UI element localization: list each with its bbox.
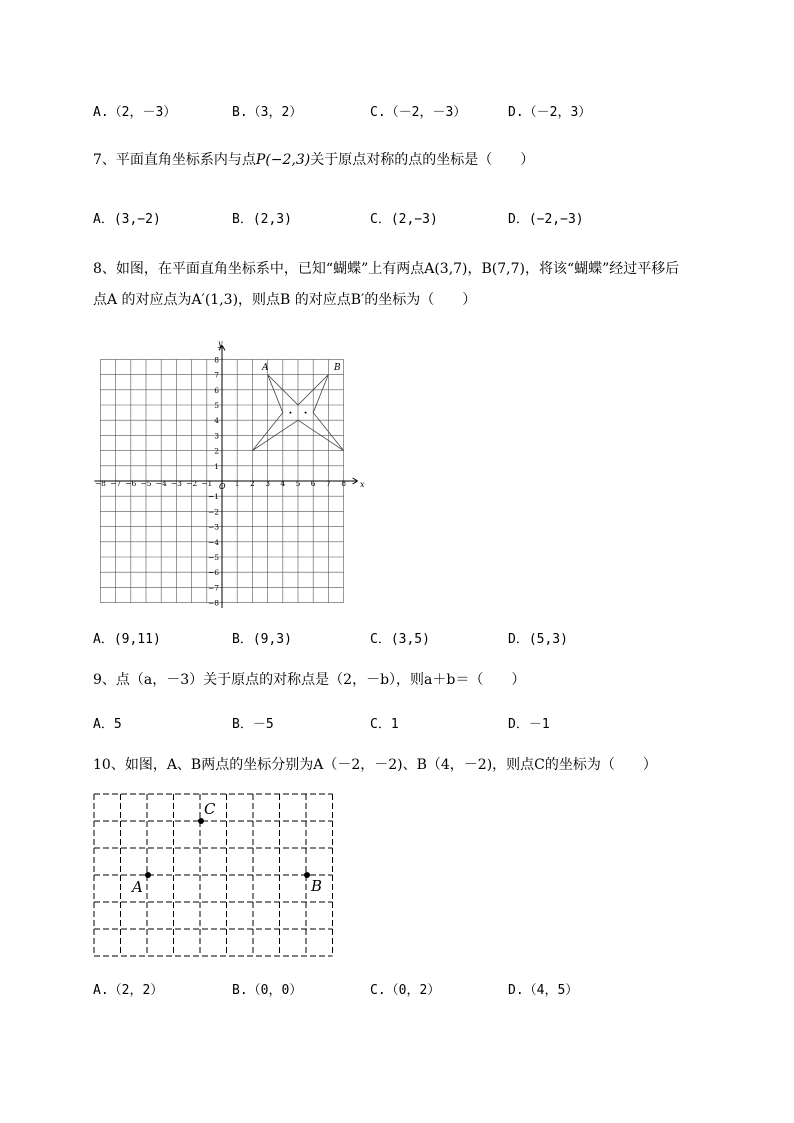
q6-option-d: D.（－2，3） — [508, 105, 592, 120]
y-tick-label: −4 — [207, 537, 219, 547]
x-tick-label: 5 — [295, 479, 301, 488]
x-tick-label: 2 — [250, 479, 255, 488]
q7-question — [93, 149, 534, 169]
x-tick-label: −5 — [140, 479, 152, 488]
q9-option-d: D．－1 — [508, 717, 550, 732]
q10-point-a — [145, 872, 151, 878]
y-axis — [219, 345, 225, 608]
y-tick-label: −8 — [207, 598, 219, 608]
y-tick-label: 2 — [214, 446, 219, 456]
y-tick-label: 5 — [214, 401, 219, 410]
q8-option-c: C．(3,5) — [370, 632, 430, 647]
y-tick-label: 4 — [214, 416, 219, 426]
q9-option-a: A．5 — [93, 717, 122, 732]
q8-option-a: A．(9,11) — [93, 632, 161, 647]
y-tick-label: 1 — [214, 461, 219, 471]
q9-question: 9、点（a，－3）关于原点的对称点是（2，－b），则a＋b＝（ ） — [93, 672, 526, 688]
butterfly-eye — [289, 412, 291, 414]
q10-option-b: B.（0，0） — [232, 983, 303, 998]
q7-text-post: 关于原点对称的点的坐标是（ ） — [310, 152, 535, 168]
q6-option-a: A.（2，－3） — [93, 105, 177, 120]
x-tick-label: −1 — [201, 479, 213, 488]
q8-y-axis-label: y — [218, 339, 223, 348]
q10-grid-figure — [90, 790, 340, 960]
q9-option-b: B．－5 — [232, 717, 274, 732]
x-tick-label: 7 — [326, 479, 331, 488]
q7-option-d: D．(−2,−3) — [508, 212, 584, 227]
x-tick-label: −2 — [186, 479, 198, 488]
y-tick-label: −5 — [207, 553, 219, 562]
q8-line-1: 8、如图，在平面直角坐标系中，已知“蝴蝶”上有两点A(3,7)，B(7,7)，将该“蝴蝶”经过平移后 — [93, 261, 680, 277]
q10-label-b: B — [311, 877, 323, 895]
y-tick-label: −2 — [207, 507, 219, 517]
q6-option-c: C.（－2，－3） — [370, 105, 467, 120]
q8-option-d: D．(5,3) — [508, 632, 568, 647]
x-tick-label: −7 — [110, 479, 122, 488]
q10-label-a: A — [132, 878, 143, 896]
q10-point-c — [198, 818, 204, 824]
x-tick-label: 4 — [280, 479, 286, 488]
y-tick-label: −6 — [207, 568, 219, 578]
q8-option-b: B．(9,3) — [232, 632, 292, 647]
q8-origin-label: O — [219, 482, 226, 491]
y-tick-label: 3 — [214, 431, 219, 441]
q8-point-a-label: A — [262, 363, 269, 373]
q10-question: 10、如图，A、B两点的坐标分别为A（－2，－2)、B（4，－2)，则点C的坐标为（ ） — [93, 757, 657, 773]
y-tick-label: 7 — [214, 370, 219, 380]
y-tick-label: −3 — [207, 522, 219, 532]
q7-option-a: A．(3,−2) — [93, 212, 161, 227]
q9-option-c: C．1 — [370, 717, 399, 732]
q7-text-pre: 7、平面直角坐标系内与点 — [93, 152, 256, 168]
q7-point: P(−2,3) — [255, 152, 311, 168]
y-tick-label: 6 — [214, 385, 219, 395]
q7-option-b: B．(2,3) — [232, 212, 292, 227]
q8-coordinate-figure — [94, 336, 374, 608]
x-tick-label: 8 — [341, 479, 346, 488]
y-tick-label: 8 — [214, 355, 219, 365]
x-tick-label: −8 — [94, 479, 106, 488]
x-tick-label: −4 — [155, 479, 167, 488]
x-tick-label: −3 — [170, 479, 182, 488]
q6-option-b: B.（3，2） — [232, 105, 303, 120]
q8-line-2: 点A 的对应点为A′(1,3)，则点B 的对应点B′的坐标为（ ） — [93, 292, 477, 308]
q8-point-b-label: B — [334, 363, 341, 373]
q10-option-c: C.（0，2） — [370, 983, 441, 998]
q7-option-c: C．(2,−3) — [370, 212, 438, 227]
x-tick-label: 3 — [265, 479, 270, 488]
x-tick-label: 1 — [234, 479, 240, 488]
x-tick-label: 6 — [310, 479, 316, 488]
butterfly-eye — [305, 412, 307, 414]
q10-option-a: A.（2，2） — [93, 983, 164, 998]
q10-option-d: D.（4，5） — [508, 983, 579, 998]
q10-label-c: C — [204, 800, 216, 818]
q8-x-axis-label: x — [360, 480, 365, 489]
y-tick-label: −1 — [207, 492, 219, 502]
y-tick-label: −7 — [207, 583, 219, 593]
q10-point-b — [304, 872, 310, 878]
x-tick-label: −6 — [125, 479, 137, 488]
